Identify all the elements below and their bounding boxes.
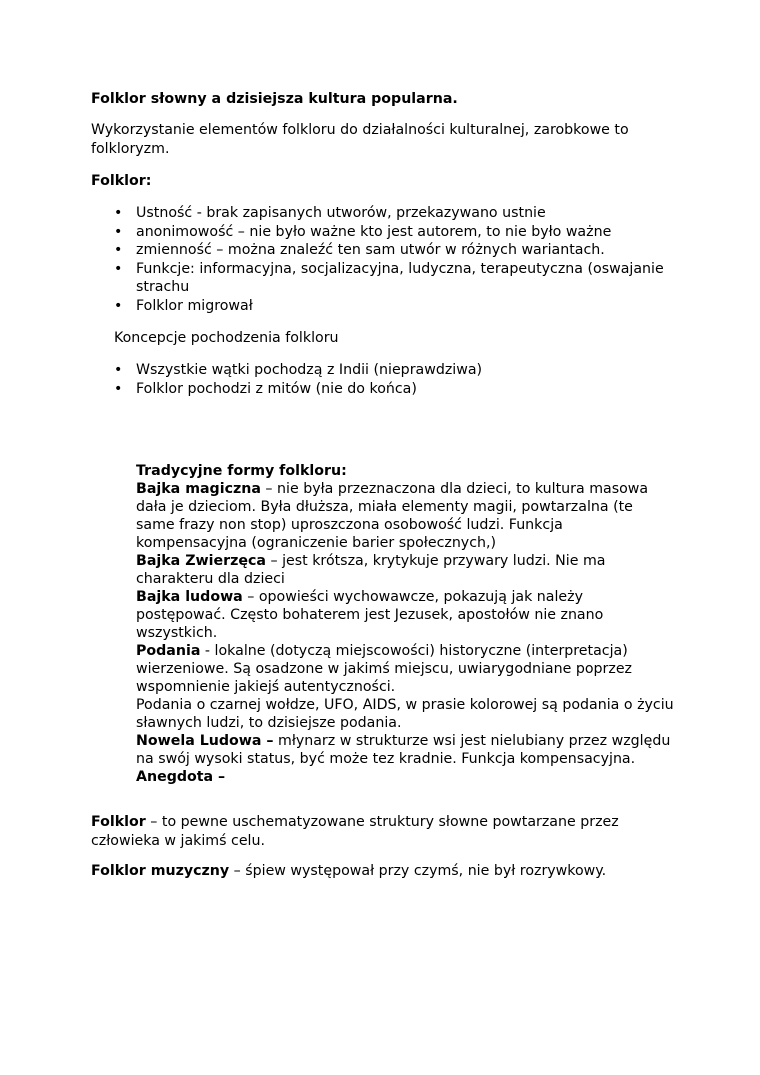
folklor-heading: Folklor:	[91, 173, 152, 189]
form-podania-extra: Podania o czarnej wołdze, UFO, AIDS, w prasie kolorowej są podania o życiu sławnych ludzi, to dzisiejsze podania.	[136, 697, 674, 731]
definition-text: – to pewne uschematyzowane struktury słowne powtarzane przez człowieka w jakimś celu.	[91, 814, 619, 849]
list-item	[91, 380, 671, 399]
form-term: Podania	[136, 643, 201, 659]
form-anegdota	[136, 768, 676, 786]
bullet-icon: •	[114, 380, 123, 397]
definition-text: – śpiew występował przy czymś, nie był rozrywkowy.	[229, 863, 607, 879]
form-term: Anegdota –	[136, 769, 226, 785]
list-item-text: Funkcje: informacyjna, socjalizacyjna, ludyczna, terapeutyczna (oswajanie strachu	[136, 260, 664, 295]
form-description: młynarz w strukturze wsi jest nielubiany przez względu na swój wysoki status, być może tez kradnie. Funkcja kompensacyjna.	[136, 733, 671, 767]
form-description: – jest krótsza, krytykuje przywary ludzi. Nie ma charakteru dla dzieci	[136, 553, 606, 587]
list-item	[91, 204, 671, 223]
definition-term: Folklor muzyczny	[91, 863, 230, 879]
bullet-icon: •	[114, 362, 123, 378]
form-description: – opowieści wychowawcze, pokazują jak należy postępować. Często bohaterem jest Jezusek, apostołów nie znano wszystkich.	[136, 589, 604, 641]
list-item-text: Ustność - brak zapisanych utworów, przekazywano ustnie	[136, 205, 546, 221]
form-description: – nie była przeznaczona dla dzieci, to kultura masowa dała je dzieciom. Była dłuższa, miała elementy magii, powtarzalna (te same frazy non stop) uproszczona osobowość ludzi. Funkcja kompensacyjna (ograniczenie barier społecznych,)	[136, 481, 649, 551]
list-item	[91, 223, 671, 242]
forms-heading: Tradycyjne formy folkloru:	[136, 463, 347, 479]
list-item	[91, 297, 671, 316]
bullet-icon: •	[114, 242, 123, 258]
list-item	[91, 260, 671, 297]
form-term: Nowela Ludowa –	[136, 733, 274, 749]
koncepcje-list	[91, 361, 671, 398]
bullet-icon: •	[114, 297, 123, 314]
form-description: - lokalne (dotyczą miejscowości) historyczne (interpretacja) wierzeniowe. Są osadzone w jakimś miejscu, uwiarygodniane poprzez wspomnienie jakiejś autentyczności.	[136, 643, 633, 695]
document-title: Folklor słowny a dzisiejsza kultura popularna.	[91, 91, 458, 107]
list-item-text: Folklor pochodzi z mitów (nie do końca)	[136, 380, 417, 397]
list-item-text: zmienność – można znaleźć ten sam utwór w różnych wariantach.	[136, 242, 605, 258]
folklor-features-list	[91, 204, 671, 315]
form-bajka-magiczna	[136, 480, 676, 552]
list-item	[91, 241, 671, 260]
list-item-text: Folklor migrował	[136, 297, 253, 314]
bullet-icon: •	[114, 205, 123, 221]
definition-folklor-muzyczny	[91, 862, 651, 881]
form-podania	[136, 642, 676, 696]
bullet-icon: •	[114, 223, 123, 240]
bullet-icon: •	[114, 260, 123, 277]
koncepcje-heading: Koncepcje pochodzenia folkloru	[114, 330, 339, 346]
form-bajka-ludowa	[136, 588, 676, 642]
definition-folklor	[91, 813, 651, 851]
form-bajka-zwierzeca	[136, 552, 676, 588]
traditional-forms-section	[136, 462, 676, 786]
definition-term: Folklor	[91, 814, 146, 830]
form-term: Bajka Zwierzęca	[136, 553, 266, 569]
list-item	[91, 361, 671, 380]
list-item-text: anonimowość – nie było ważne kto jest autorem, to nie było ważne	[136, 223, 612, 240]
form-term: Bajka ludowa	[136, 589, 243, 605]
form-nowela-ludowa	[136, 732, 676, 768]
intro-paragraph: Wykorzystanie elementów folkloru do działalności kulturalnej, zarobkowe to folkloryzm.	[91, 122, 629, 157]
form-term: Bajka magiczna	[136, 481, 261, 497]
list-item-text: Wszystkie wątki pochodzą z Indii (nieprawdziwa)	[136, 362, 483, 378]
